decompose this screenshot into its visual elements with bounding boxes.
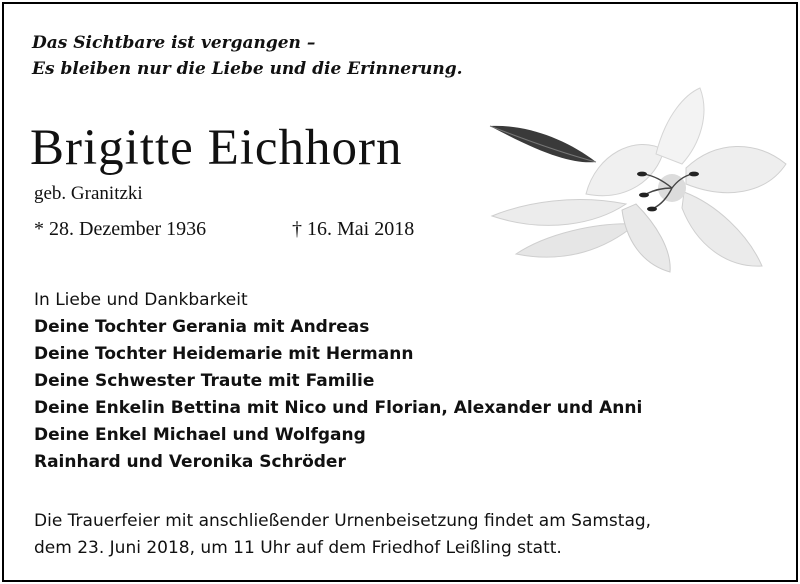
mourner-line: Rainhard und Veronika Schröder <box>34 452 346 472</box>
mourners-list <box>34 287 642 476</box>
maiden-name: geb. Granitzki <box>34 183 143 204</box>
notice-line-2: dem 23. Juni 2018, um 11 Uhr auf dem Friedhof Leißling statt. <box>34 538 562 558</box>
birth-date: * 28. Dezember 1936 <box>34 218 207 240</box>
mourner-line: Deine Enkelin Bettina mit Nico und Florian, Alexander und Anni <box>34 398 643 418</box>
notice-line-1: Die Trauerfeier mit anschließender Urnenbeisetzung findet am Samstag, <box>34 511 652 531</box>
funeral-notice <box>34 508 651 562</box>
mourner-line: Deine Enkel Michael und Wolfgang <box>34 425 366 445</box>
motto-line-2: Es bleiben nur die Liebe und die Erinnerung. <box>32 59 463 79</box>
death-date: † 16. Mai 2018 <box>292 218 415 240</box>
mourner-line: Deine Schwester Traute mit Familie <box>34 371 375 391</box>
motto <box>32 30 463 82</box>
lily-flower-icon <box>486 84 792 274</box>
mourner-line: Deine Tochter Gerania mit Andreas <box>34 317 370 337</box>
deceased-name: Brigitte Eichhorn <box>30 120 403 176</box>
mourners-intro: In Liebe und Dankbarkeit <box>34 290 248 310</box>
life-dates <box>34 216 415 242</box>
mourner-line: Deine Tochter Heidemarie mit Hermann <box>34 344 414 364</box>
motto-line-1: Das Sichtbare ist vergangen – <box>32 33 316 53</box>
